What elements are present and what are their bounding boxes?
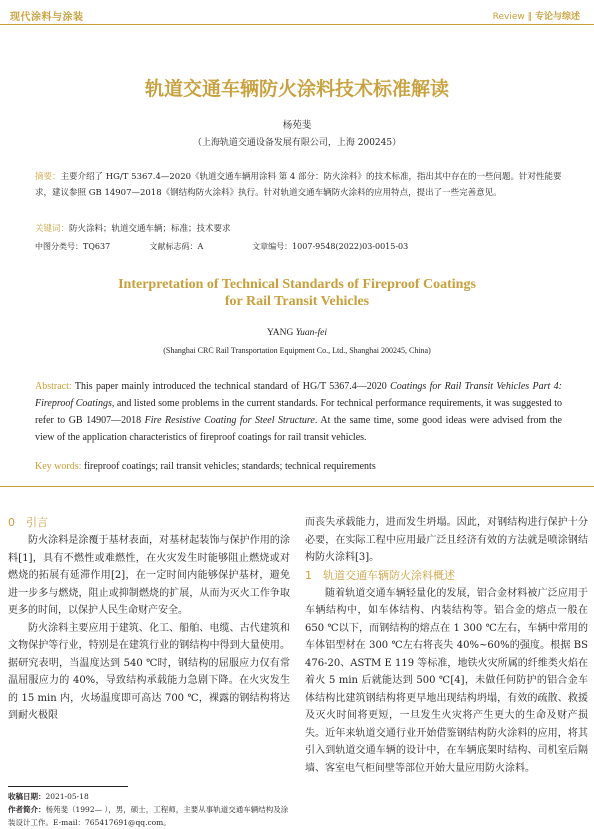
title-cn: 轨道交通车辆防火涂料技术标准解读 <box>144 78 449 100</box>
keywords-en-label: Key words: <box>35 461 84 472</box>
title-en-line2: for Rail Transit Vehicles <box>224 294 370 309</box>
author-cn: 杨苑斐 <box>282 120 312 131</box>
author-bio <box>8 803 293 829</box>
keywords-cn-text: 防火涂料；轨道交通车辆；标准；技术要求 <box>69 224 231 234</box>
right-column <box>305 514 588 777</box>
keywords-en-text: fireproof coatings; rail transit vehicles; standards; technical requirements <box>83 461 376 472</box>
footnote-divider <box>8 786 128 787</box>
section-divider <box>0 486 594 487</box>
article-number: 文章编号：1007-9548(2022)03-0015-03 <box>252 242 409 251</box>
author-bio-label: 作者简介： <box>8 805 46 814</box>
section-1-heading: 1 轨道交通车辆防火涂料概述 <box>305 568 455 582</box>
header-journal: 现代涂料与涂装 <box>10 12 84 23</box>
clc-number: 中图分类号：TQ637 <box>35 242 111 251</box>
abstract-cn-text: 主要介绍了 HG/T 5367.4—2020《轨道交通车辆用涂料 第 4 部分：防火涂料》的技术标准，指出其中存在的一些问题。针对性能要求，建议参照 GB 14907—2018《钢结构防火涂料》执行。针对轨道交通车辆防火涂料的应用特点，提出了一些完善意见。 <box>35 172 562 198</box>
keywords-cn <box>35 222 565 234</box>
section-0-heading: 0 引言 <box>8 516 48 529</box>
section-cn: 专论与综述 <box>534 12 580 22</box>
meta-info <box>35 241 408 252</box>
header-section: Review ‖ 专论与综述 <box>492 12 580 22</box>
abstract-en-label: Abstract: <box>35 381 75 392</box>
affiliation-en: (Shanghai CRC Rail Transportation Equipment Co., Ltd., Shanghai 200245, China) <box>163 346 431 355</box>
abstract-en-italic2: Fire Resistive Coating for Steel Structure <box>144 415 315 426</box>
keywords-en <box>35 461 562 472</box>
abstract-cn <box>35 170 565 201</box>
header-divider <box>0 24 594 25</box>
received-date <box>8 790 293 803</box>
title-en-line1: Interpretation of Technical Standards of Fireproof Coatings <box>118 277 476 292</box>
section-0-paragraph-1: 防火涂料是涂覆于基材表面，对基材起装饰与保护作用的涂料[1]，具有不燃性或难燃性，在火灾发生时能够阻止燃烧或对燃烧的拓展有延滞作用[2]，在一定时间内能够保护基材，避免进一步多与燃烧，阻止或抑制燃烧的扩展，从而为灭火工作争取更多的时间，以保护人民生命财产安全。 <box>8 535 290 616</box>
title-en <box>0 276 594 310</box>
author-bio-text: 杨苑斐（1992— ），男，硕士，工程师，主要从事轨道交通车辆结构及涂装设计工作。E-mail：765417691@qq.com。 <box>8 805 289 827</box>
abstract-en-italic1: Coatings for Rail Transit Vehicles Part 4: Fireproof Coatings <box>35 381 562 409</box>
abstract-en-part2: , and listed some problems in the current standards. For technical performance requirements, it was suggested to refer to GB 14907—2018 <box>35 398 562 426</box>
doc-code: 文献标志码：A <box>149 242 204 251</box>
author-en <box>0 328 594 338</box>
section-en: Review <box>492 12 525 22</box>
section-1-paragraph-1: 随着轨道交通车辆轻量化的发展，铝合金材料被广泛应用于车辆结构中，如车体结构、内装结构等。铝合金的熔点一般在 650 ℃以下，而钢结构的熔点在 1 300 ℃左右，车辆中常用的车体铝型材在 300 ℃左右将丧失 40%~60%的强度。根据 BS 476-20、ASTM E 119 等标准，地铁火灾所属的纤维类火焰在着火 5 min 后就能达到 500 ℃[4]，未做任何防护的铝合金车体结构比建筑钢结构将更早地出现结构坍塌，有效的疏散、救援及灭火时间将更短，一旦发生火灾将产生更大的生命及财产损失。近年来轨道交通行业开始借鉴钢结构防火涂料的应用，将其引入到轨道交通车辆的设计中，在车辆底架时结构、司机室后隔墙、客室电气柜间壁等部位开始大量应用防火涂料。 <box>305 587 588 774</box>
abstract-en-part3: . At the same time, some good ideas were advised from the view of the application characteristics of fireproof coatings for rail transit vehicles. <box>35 415 562 443</box>
left-column <box>8 514 290 725</box>
footnote <box>8 790 293 829</box>
section-0-paragraph-3: 而丧失承载能力，进而发生坍塌。因此，对钢结构进行保护十分必要，在实际工程中应用最广泛且经济有效的方法就是喷涂钢结构防火涂料[3]。 <box>305 517 588 563</box>
received-value: 2021-05-18 <box>45 792 89 801</box>
abstract-cn-label: 摘要： <box>35 172 61 182</box>
affiliation-cn: （上海轨道交通设备发展有限公司，上海 200245） <box>192 138 402 148</box>
author-en-surname: YANG <box>266 328 294 338</box>
section-0-paragraph-2: 防火涂料主要应用于建筑、化工、船舶、电缆、古代建筑和文物保护等行业，特别是在建筑行业的钢结构中得到大量使用。据研究表明，当温度达到 540 ℃时，钢结构的屈服应力仅有常温屈服应力的 40%，导致结构承载能力急剧下降。在火灾发生的 15 min 内，火场温度即可高达 700 ℃，裸露的钢结构将达到耐火极限 <box>8 622 290 721</box>
author-en-given: Yuan-fei <box>293 328 328 338</box>
received-label: 收稿日期： <box>8 792 46 801</box>
abstract-en <box>35 378 562 446</box>
keywords-cn-label: 关键词： <box>35 224 70 234</box>
abstract-en-part1: This paper mainly introduced the technical standard of HG/T 5367.4—2020 <box>74 381 391 392</box>
